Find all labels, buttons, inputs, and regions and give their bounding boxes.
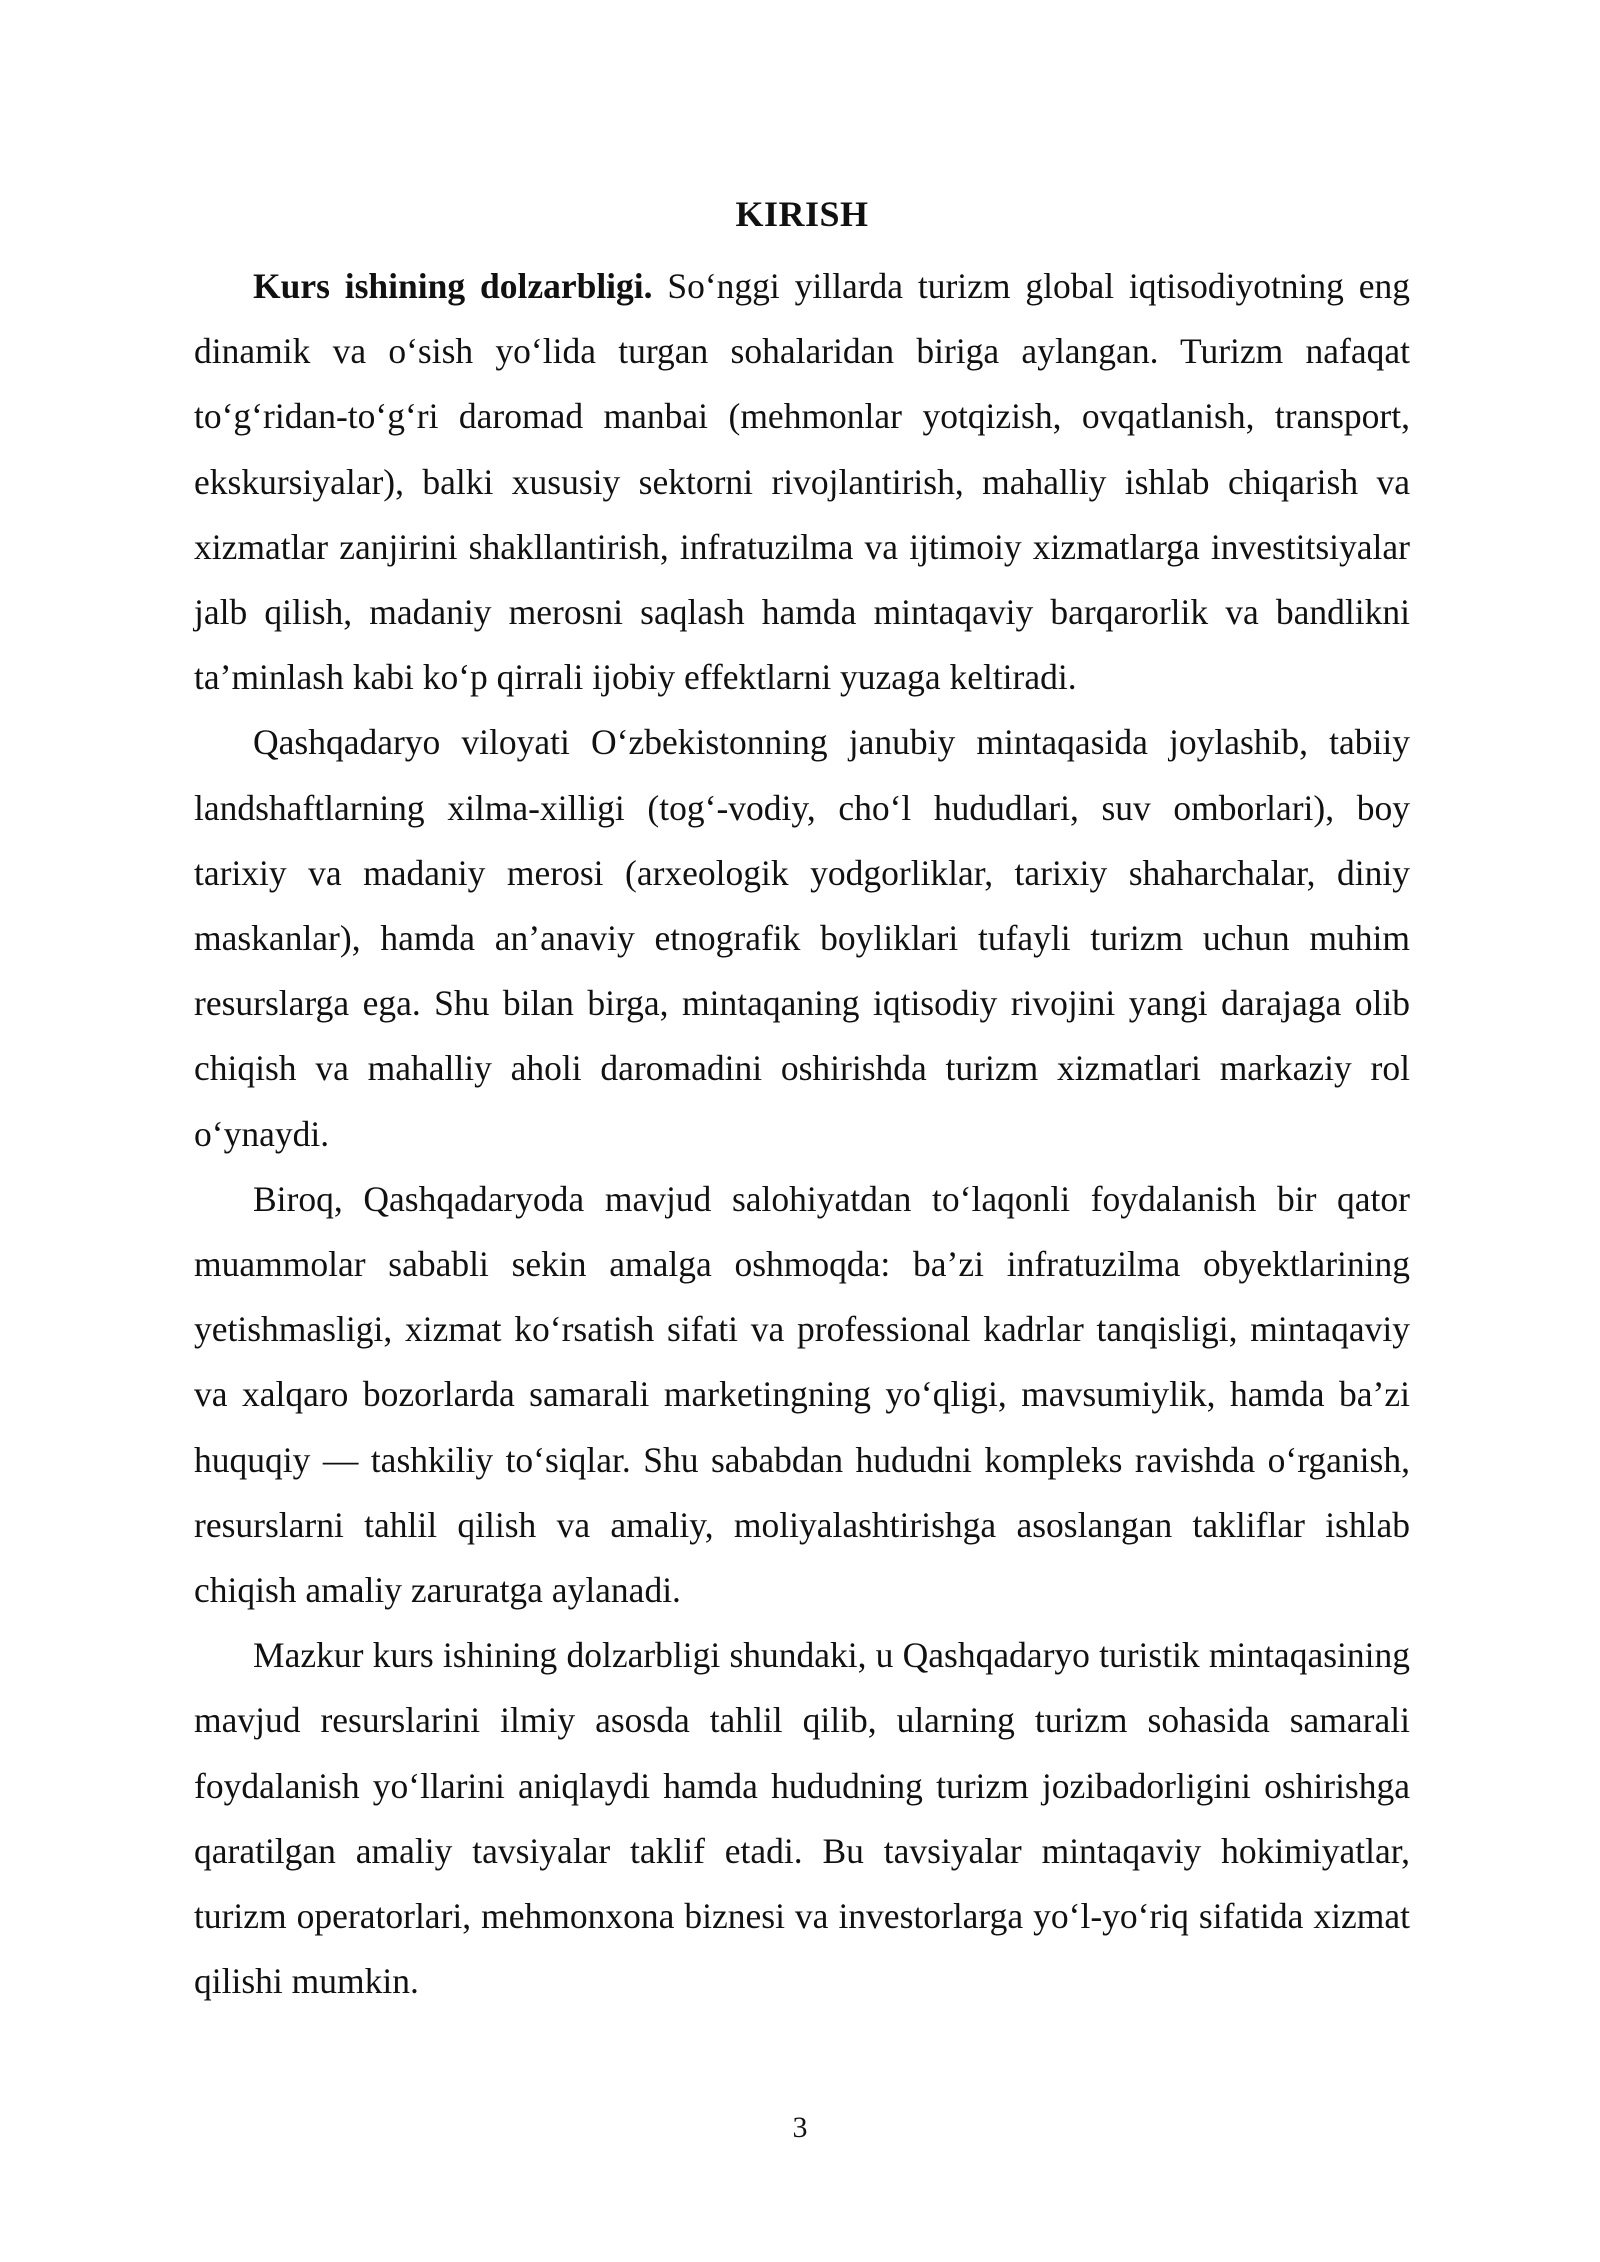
section-heading: KIRISH [735,194,869,234]
paragraph-problems: Biroq, Qashqadaryoda mavjud salohiyatdan to‘laqonli foydalanish bir qator muammolar sababli sekin amalga oshmoqda: ba’zi infratuzilma obyektlarining yetishmasligi, xizmat ko‘rsatish sifati va professional kadrlar tanqisligi, mintaqaviy va xalqaro bozorlarda samarali marketingning yo‘qligi, mavsumiylik, hamda ba’zi huquqiy — tashkiliy to‘siqlar. Shu sababdan hududni kompleks ravishda o‘rganish, resurslarni tahlil qilish va amaliy, moliyalashtirishga asoslangan takliflar ishlab chiqish amaliy zaruratga aylanadi. [194,1178,1410,1611]
paragraph-lead: Kurs ishining dolzarbligi. [253,266,653,306]
paragraph-region: Qashqadaryo viloyati O‘zbekistonning janubiy mintaqasida joylashib, tabiiy landshaftlarning xilma-xilligi (tog‘-vodiy, cho‘l hududlari, suv omborlari), boy tarixiy va madaniy merosi (arxeologik yodgorliklar, tarixiy shaharchalar, diniy maskanlar), hamda an’anaviy etnografik boyliklari tufayli turizm uchun muhim resurslarga ega. Shu bilan birga, mintaqaning iqtisodiy rivojini yangi darajaga olib chiqish va mahalliy aholi daromadini oshirishda turizm xizmatlari markaziy rol o‘ynaydi. [194,722,1410,1154]
page-content [194,188,1410,2014]
paragraph-relevance [194,254,1410,710]
paragraph-significance: Mazkur kurs ishining dolzarbligi shundaki, u Qashqadaryo turistik mintaqasining mavjud resurslarini ilmiy asosda tahlil qilib, ularning turizm sohasida samarali foydalanish yo‘llarini aniqlaydi hamda hududning turizm jozibadorligini oshirishga qaratilgan amaliy tavsiyalar taklif etadi. Bu tavsiyalar mintaqaviy hokimiyatlar, turizm operatorlari, mehmonxona biznesi va investorlarga yo‘l-yo‘riq sifatida xizmat qilishi mumkin. [194,1635,1410,2002]
page-number: 3 [792,2111,808,2144]
paragraph-text: So‘nggi yillarda turizm global iqtisodiyotning eng dinamik va o‘sish yo‘lida turgan sohalaridan biriga aylangan. Turizm nafaqat to‘g‘ridan-to‘g‘ri daromad manbai (mehmonlar yotqizish, ovqatlanish, transport, ekskursiyalar), balki xususiy sektorni rivojlantirish, mahalliy ishlab chiqarish va xizmatlar zanjirini shakllantirish, infratuzilma va ijtimoiy xizmatlarga investitsiyalar jalb qilish, madaniy merosni saqlash hamda mintaqaviy barqarorlik va bandlikni ta’minlash kabi ko‘p qirrali ijobiy effektlarni yuzaga keltiradi. [194,266,1410,698]
